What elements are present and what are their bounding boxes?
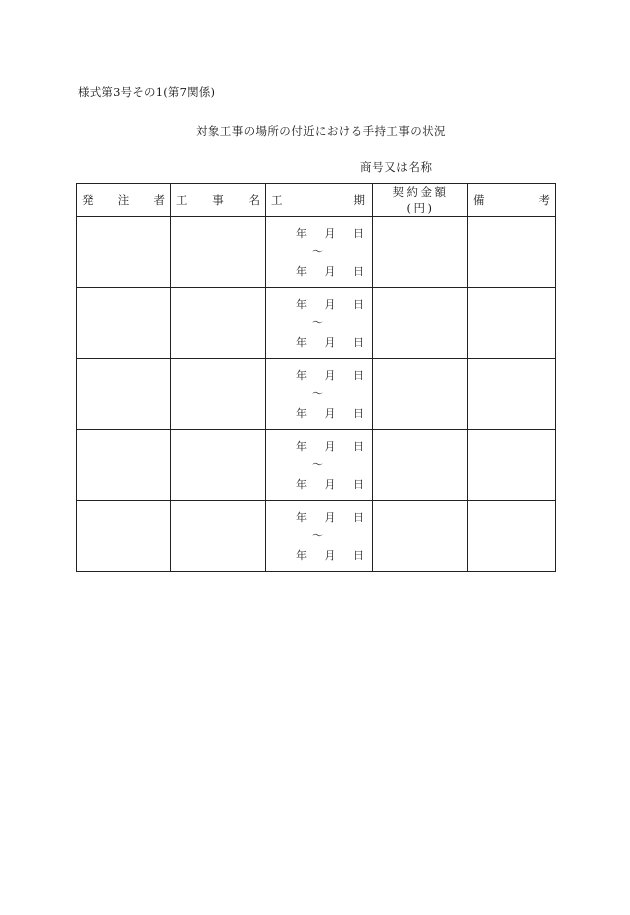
start-date xyxy=(266,225,372,241)
table-row xyxy=(77,288,556,359)
header-remarks-char: 考 xyxy=(538,193,550,207)
orderer-cell[interactable] xyxy=(77,501,171,572)
month-label: 月 xyxy=(324,511,336,524)
header-amount xyxy=(373,184,468,217)
year-label: 年 xyxy=(296,511,307,524)
end-date xyxy=(266,547,372,563)
header-work-name-char: 事 xyxy=(212,193,224,207)
month-label: 月 xyxy=(324,227,336,240)
remarks-cell[interactable] xyxy=(468,217,556,288)
remarks-cell[interactable] xyxy=(468,288,556,359)
period-tilde: 〜 xyxy=(312,529,323,542)
document-title: 対象工事の場所の付近における手持工事の状況 xyxy=(196,124,446,138)
table-row xyxy=(77,430,556,501)
year-label: 年 xyxy=(296,549,307,562)
header-period xyxy=(266,184,373,217)
work-name-cell[interactable] xyxy=(171,359,266,430)
header-remarks xyxy=(468,184,556,217)
day-label: 日 xyxy=(353,511,364,524)
start-date xyxy=(266,509,372,525)
table-row xyxy=(77,217,556,288)
period-cell[interactable] xyxy=(266,501,373,572)
header-orderer xyxy=(77,184,171,217)
form-number: 様式第3号その1(第7関係) xyxy=(78,85,216,99)
remarks-cell[interactable] xyxy=(468,430,556,501)
year-label: 年 xyxy=(296,227,307,240)
day-label: 日 xyxy=(353,549,364,562)
day-label: 日 xyxy=(353,298,364,311)
work-name-cell[interactable] xyxy=(171,501,266,572)
day-label: 日 xyxy=(353,369,364,382)
header-work-name xyxy=(171,184,266,217)
remarks-cell[interactable] xyxy=(468,359,556,430)
month-label: 月 xyxy=(324,440,336,453)
header-orderer-char: 発 xyxy=(82,193,94,207)
remarks-cell[interactable] xyxy=(468,501,556,572)
header-period-char: 期 xyxy=(353,193,365,207)
day-label: 日 xyxy=(353,265,364,278)
end-date xyxy=(266,263,372,279)
work-name-cell[interactable] xyxy=(171,288,266,359)
day-label: 日 xyxy=(353,407,364,420)
orderer-cell[interactable] xyxy=(77,430,171,501)
day-label: 日 xyxy=(353,227,364,240)
work-status-table xyxy=(76,183,556,572)
day-label: 日 xyxy=(353,336,364,349)
year-label: 年 xyxy=(296,336,307,349)
period-cell[interactable] xyxy=(266,288,373,359)
month-label: 月 xyxy=(324,265,336,278)
start-date xyxy=(266,438,372,454)
month-label: 月 xyxy=(324,336,336,349)
year-label: 年 xyxy=(296,265,307,278)
period-tilde: 〜 xyxy=(312,387,323,400)
table-body xyxy=(77,217,556,572)
year-label: 年 xyxy=(296,298,307,311)
orderer-cell[interactable] xyxy=(77,288,171,359)
amount-cell[interactable] xyxy=(373,430,468,501)
year-label: 年 xyxy=(296,369,307,382)
month-label: 月 xyxy=(324,478,336,491)
period-tilde: 〜 xyxy=(312,458,323,471)
start-date xyxy=(266,367,372,383)
end-date xyxy=(266,405,372,421)
month-label: 月 xyxy=(324,549,336,562)
table-row xyxy=(77,501,556,572)
start-date xyxy=(266,296,372,312)
header-orderer-char: 者 xyxy=(153,193,165,207)
period-tilde: 〜 xyxy=(312,316,323,329)
company-name-label: 商号又は名称 xyxy=(360,160,433,174)
end-date xyxy=(266,476,372,492)
orderer-cell[interactable] xyxy=(77,217,171,288)
period-cell[interactable] xyxy=(266,217,373,288)
amount-cell[interactable] xyxy=(373,288,468,359)
amount-cell[interactable] xyxy=(373,217,468,288)
header-work-name-char: 工 xyxy=(176,193,188,207)
day-label: 日 xyxy=(353,478,364,491)
header-amount-label: 契約金額(円) xyxy=(392,185,449,215)
month-label: 月 xyxy=(324,298,336,311)
table-row xyxy=(77,359,556,430)
month-label: 月 xyxy=(324,407,336,420)
year-label: 年 xyxy=(296,440,307,453)
header-work-name-char: 名 xyxy=(248,193,260,207)
work-name-cell[interactable] xyxy=(171,217,266,288)
period-cell[interactable] xyxy=(266,430,373,501)
amount-cell[interactable] xyxy=(373,359,468,430)
year-label: 年 xyxy=(296,478,307,491)
amount-cell[interactable] xyxy=(373,501,468,572)
period-tilde: 〜 xyxy=(312,245,323,258)
work-name-cell[interactable] xyxy=(171,430,266,501)
end-date xyxy=(266,334,372,350)
day-label: 日 xyxy=(353,440,364,453)
header-orderer-char: 注 xyxy=(117,193,130,207)
header-period-char: 工 xyxy=(271,193,283,207)
period-cell[interactable] xyxy=(266,359,373,430)
month-label: 月 xyxy=(324,369,336,382)
header-remarks-char: 備 xyxy=(473,193,485,207)
orderer-cell[interactable] xyxy=(77,359,171,430)
year-label: 年 xyxy=(296,407,307,420)
table-header-row xyxy=(77,184,556,217)
